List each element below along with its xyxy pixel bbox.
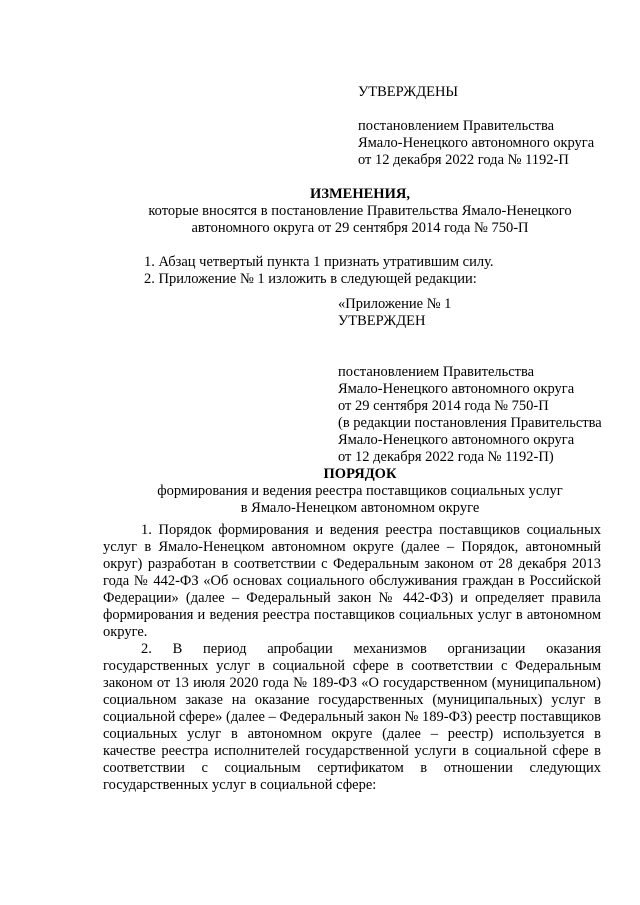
appendix-line: от 29 сентября 2014 года № 750-П — [338, 398, 549, 414]
approval-block — [358, 84, 618, 169]
appendix-line: (в редакции постановления Правительства — [338, 415, 602, 431]
changes-heading — [100, 186, 620, 237]
approval-line: постановлением Правительства — [358, 118, 555, 134]
list-item: 1. Абзац четвертый пункта 1 признать утратившим силу. — [144, 254, 494, 270]
list-item: 2. Приложение № 1 изложить в следующей редакции: — [144, 271, 477, 287]
paragraph: 2. В период апробации механизмов организации оказания государственных услуг в социальной сфере в соответствии с Федеральным законом от 13 июля 2020 года № 189-ФЗ «О государственном (муниципальном) социальном заказе на оказание государственных (муниципальных) услуг в социальной сфере» (далее – Федеральный закон № 189-ФЗ) реестр поставщиков социальных услуг в автономном округе (далее – реестр) используется в качестве реестра исполнителей государственной услуги в социальной сфере в соответствии с социальным сертификатом в отношении следующих государственных услуг в социальной сфере: — [103, 641, 602, 793]
procedure-title: ПОРЯДОК — [323, 466, 397, 482]
changes-subtitle-line: автономного округа от 29 сентября 2014 года № 750-П — [191, 220, 529, 236]
changes-subtitle-line: которые вносятся в постановление Правительства Ямало-Ненецкого — [148, 203, 572, 219]
procedure-subtitle-line: в Ямало-Ненецком автономном округе — [240, 500, 480, 516]
approval-line: Ямало-Ненецкого автономного округа — [358, 135, 595, 151]
body-text — [103, 522, 601, 794]
appendix-line: Ямало-Ненецкого автономного округа — [338, 432, 575, 448]
appendix-block — [338, 296, 628, 466]
appendix-line: Ямало-Ненецкого автономного округа — [338, 381, 575, 397]
procedure-heading — [100, 466, 620, 517]
appendix-line: постановлением Правительства — [338, 364, 535, 380]
changes-title: ИЗМЕНЕНИЯ, — [310, 186, 410, 202]
appendix-line: УТВЕРЖДЕН — [338, 313, 426, 329]
approval-line: от 12 декабря 2022 года № 1192-П — [358, 152, 569, 168]
procedure-subtitle-line: формирования и ведения реестра поставщиков социальных услуг — [157, 483, 563, 499]
paragraph: 1. Порядок формирования и ведения реестра поставщиков социальных услуг в Ямало-Ненецком автономном округе (далее – Порядок, автономный округ) разработан в соответствии с Федеральным законом от 28 декабря 2013 года № 442-ФЗ «Об основах социального обслуживания граждан в Российской Федерации» (далее – Федеральный закон № 442-ФЗ) и определяет правила формирования и ведения реестра поставщиков социальных услуг в автономном округе. — [103, 522, 601, 640]
approval-title: УТВЕРЖДЕНЫ — [358, 84, 459, 100]
appendix-line: «Приложение № 1 — [338, 296, 452, 312]
appendix-line: от 12 декабря 2022 года № 1192-П) — [338, 449, 554, 465]
changes-list — [144, 254, 614, 288]
